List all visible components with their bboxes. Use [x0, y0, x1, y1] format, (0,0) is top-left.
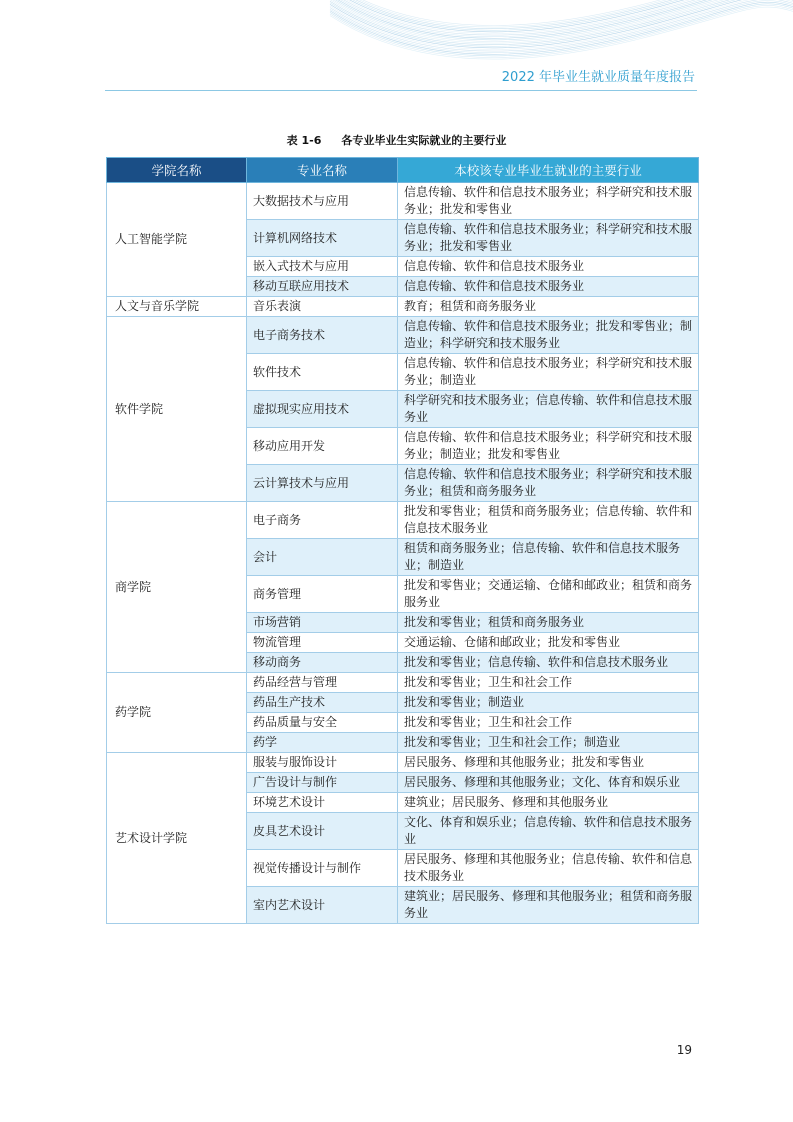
major-cell: 室内艺术设计 [247, 887, 398, 924]
industry-cell: 批发和零售业；信息传输、软件和信息技术服务业 [398, 653, 699, 673]
table-row [107, 753, 699, 773]
table-row [107, 317, 699, 354]
major-cell: 电子商务 [247, 502, 398, 539]
table-row [107, 673, 699, 693]
college-cell: 人工智能学院 [107, 183, 247, 297]
table-row [107, 183, 699, 220]
industry-cell: 批发和零售业；卫生和社会工作 [398, 673, 699, 693]
major-cell: 药品质量与安全 [247, 713, 398, 733]
table-body [107, 183, 699, 924]
industry-cell: 批发和零售业；租赁和商务服务业 [398, 613, 699, 633]
header-divider [105, 90, 697, 91]
industry-cell: 信息传输、软件和信息技术服务业；科学研究和技术服务业；制造业；批发和零售业 [398, 428, 699, 465]
industry-cell: 居民服务、修理和其他服务业；文化、体育和娱乐业 [398, 773, 699, 793]
major-cell: 药学 [247, 733, 398, 753]
industry-cell: 文化、体育和娱乐业；信息传输、软件和信息技术服务业 [398, 813, 699, 850]
industry-cell: 信息传输、软件和信息技术服务业 [398, 277, 699, 297]
header-wave-decoration [0, 0, 793, 60]
college-cell: 软件学院 [107, 317, 247, 502]
table-header-row [107, 158, 699, 183]
college-cell: 人文与音乐学院 [107, 297, 247, 317]
column-header-major: 专业名称 [247, 158, 398, 183]
industry-cell: 信息传输、软件和信息技术服务业；批发和零售业；制造业；科学研究和技术服务业 [398, 317, 699, 354]
major-cell: 药品生产技术 [247, 693, 398, 713]
column-header-college: 学院名称 [107, 158, 247, 183]
major-cell: 移动应用开发 [247, 428, 398, 465]
major-cell: 音乐表演 [247, 297, 398, 317]
table-title: 各专业毕业生实际就业的主要行业 [341, 134, 507, 147]
table-row [107, 297, 699, 317]
major-cell: 云计算技术与应用 [247, 465, 398, 502]
major-cell: 市场营销 [247, 613, 398, 633]
industry-cell: 批发和零售业；卫生和社会工作 [398, 713, 699, 733]
major-cell: 电子商务技术 [247, 317, 398, 354]
table-row [107, 502, 699, 539]
industry-cell: 信息传输、软件和信息技术服务业；科学研究和技术服务业；租赁和商务服务业 [398, 465, 699, 502]
major-cell: 环境艺术设计 [247, 793, 398, 813]
industry-table [106, 157, 699, 924]
industry-cell: 批发和零售业；制造业 [398, 693, 699, 713]
industry-cell: 交通运输、仓储和邮政业；批发和零售业 [398, 633, 699, 653]
major-cell: 嵌入式技术与应用 [247, 257, 398, 277]
major-cell: 会计 [247, 539, 398, 576]
major-cell: 视觉传播设计与制作 [247, 850, 398, 887]
college-cell: 药学院 [107, 673, 247, 753]
page-number: 19 [676, 1043, 692, 1057]
college-cell: 商学院 [107, 502, 247, 673]
industry-cell: 信息传输、软件和信息技术服务业；科学研究和技术服务业；制造业 [398, 354, 699, 391]
industry-cell: 建筑业；居民服务、修理和其他服务业；租赁和商务服务业 [398, 887, 699, 924]
industry-cell: 居民服务、修理和其他服务业；批发和零售业 [398, 753, 699, 773]
major-cell: 药品经营与管理 [247, 673, 398, 693]
industry-cell: 批发和零售业；交通运输、仓储和邮政业；租赁和商务服务业 [398, 576, 699, 613]
industry-cell: 教育；租赁和商务服务业 [398, 297, 699, 317]
industry-cell: 居民服务、修理和其他服务业；信息传输、软件和信息技术服务业 [398, 850, 699, 887]
wave-line [330, 0, 793, 35]
major-cell: 广告设计与制作 [247, 773, 398, 793]
industry-cell: 批发和零售业；租赁和商务服务业；信息传输、软件和信息技术服务业 [398, 502, 699, 539]
college-cell: 艺术设计学院 [107, 753, 247, 924]
major-cell: 虚拟现实应用技术 [247, 391, 398, 428]
major-cell: 移动互联应用技术 [247, 277, 398, 297]
industry-cell: 批发和零售业；卫生和社会工作；制造业 [398, 733, 699, 753]
major-cell: 移动商务 [247, 653, 398, 673]
major-cell: 皮具艺术设计 [247, 813, 398, 850]
major-cell: 大数据技术与应用 [247, 183, 398, 220]
industry-cell: 科学研究和技术服务业；信息传输、软件和信息技术服务业 [398, 391, 699, 428]
industry-cell: 租赁和商务服务业；信息传输、软件和信息技术服务业；制造业 [398, 539, 699, 576]
table-number: 表 1-6 [286, 134, 322, 147]
report-header-title: 2022 年毕业生就业质量年度报告 [501, 70, 695, 85]
industry-cell: 建筑业；居民服务、修理和其他服务业 [398, 793, 699, 813]
major-cell: 软件技术 [247, 354, 398, 391]
major-cell: 物流管理 [247, 633, 398, 653]
table-caption [0, 132, 793, 148]
industry-cell: 信息传输、软件和信息技术服务业；科学研究和技术服务业；批发和零售业 [398, 183, 699, 220]
industry-cell: 信息传输、软件和信息技术服务业 [398, 257, 699, 277]
industry-cell: 信息传输、软件和信息技术服务业；科学研究和技术服务业；批发和零售业 [398, 220, 699, 257]
major-cell: 计算机网络技术 [247, 220, 398, 257]
column-header-industry: 本校该专业毕业生就业的主要行业 [398, 158, 699, 183]
major-cell: 商务管理 [247, 576, 398, 613]
major-cell: 服装与服饰设计 [247, 753, 398, 773]
